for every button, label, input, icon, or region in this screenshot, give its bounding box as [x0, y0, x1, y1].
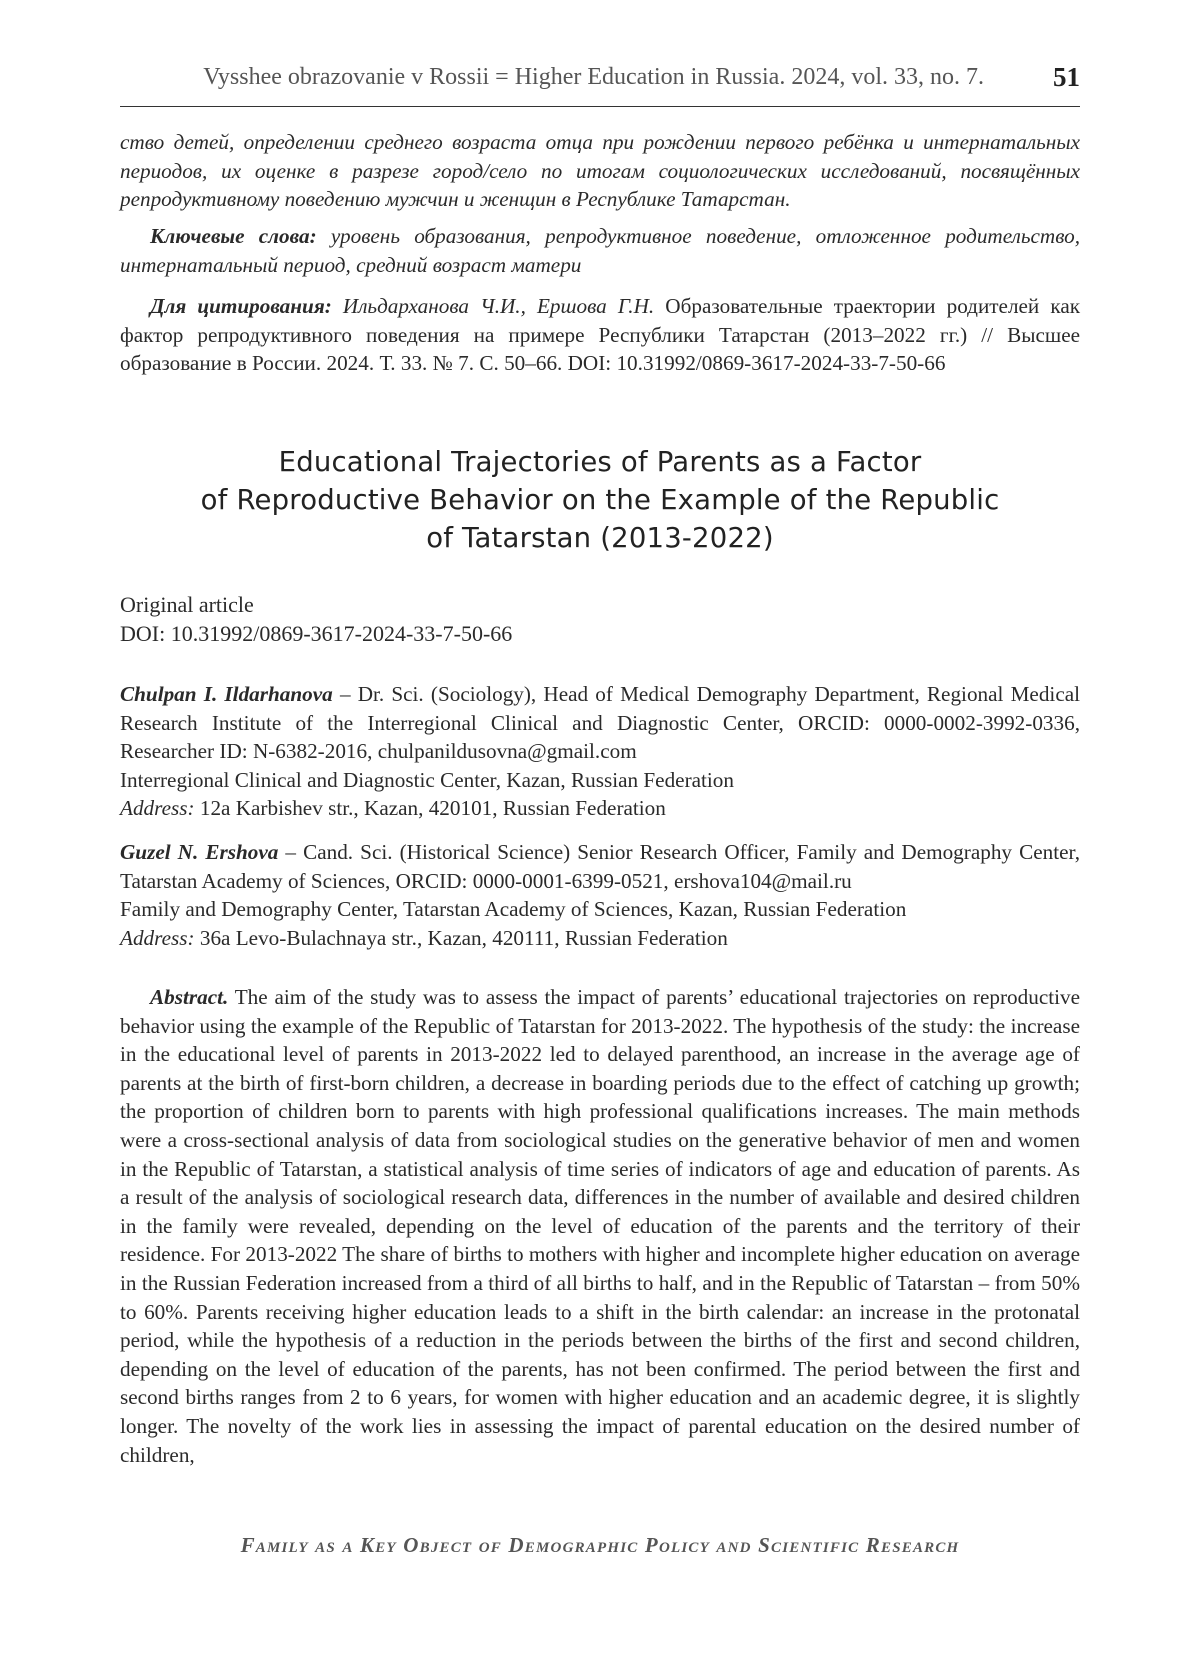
title-line: of Reproductive Behavior on the Example of the Republic — [200, 484, 1000, 516]
article-doi: DOI: 10.31992/0869-3617-2024-33-7-50-66 — [120, 621, 513, 646]
english-abstract — [120, 983, 1080, 1469]
author-address — [120, 924, 1080, 953]
page-number: 51 — [1053, 62, 1080, 92]
citation-text: Образовательные траектории родителей как фактор репродуктивного поведения на примере Республики Татарстан (2013–2022 гг.) // Высшее образование в России. 2024. Т. 33. № 7. С. 50–66. DOI: 10.31992/0869-3617-2024-33-7-50-66 — [120, 294, 1081, 376]
author-details — [120, 680, 1080, 766]
citation-label: Для цитирования: — [150, 294, 332, 318]
author-affiliation: Family and Demography Center, Tatarstan Academy of Sciences, Kazan, Russian Federation — [120, 897, 907, 922]
russian-abstract-continuation: ство детей, определении среднего возраста отца при рождении первого ребёнка и интернатальных периодов, их оценке в разрезе город/село по итогам социологических исследований, посвящённых репродуктивному поведению мужчин и женщин в Республике Татарстан. — [120, 130, 1080, 212]
abstract-text: The aim of the study was to assess the impact of parents’ educational trajectories on reproductive behavior using the example of the Republic of Tatarstan for 2013-2022. The hypothesis of the study: the increase in the educational level of parents in 2013-2022 led to delayed parenthood, an increase in the average age of parents at the birth of first-born children, a decrease in boarding periods due to the effect of catching up growth; the proportion of children born to parents with high professional qualifications increases. The main methods were a cross-sectional analysis of data from sociological studies on the generative behavior of men and women in the Republic of Tatarstan, a statistical analysis of time series of indicators of age and education of parents. As a result of the analysis of sociological research data, differences in the number of available and desired children in the family were revealed, depending on the level of education of the parents and the territory of their residence. For 2013-2022 The share of births to mothers with higher and incomplete higher education on average in the Russian Federation increased from a third of all births to half, and in the Republic of Tatarstan – from 50% to 60%. Parents receiving higher education leads to a shift in the birth calendar: an increase in the protonatal period, while the hypothesis of a reduction in the periods between the births of the first and second children, depending on the level of education of the parents, has not been confirmed. The period between the first and second births ranges from 2 to 6 years, for women with higher education and an academic degree, it is slightly longer. The novelty of the work lies in assessing the impact of parental education on the desired number of children, — [120, 985, 1080, 1467]
journal-citation: Vysshee obrazovanie v Rossii = Higher Education in Russia. 2024, vol. 33, no. 7. — [203, 64, 984, 90]
article-meta — [120, 590, 1080, 648]
address-text: 36a Levo-Bulachnaya str., Kazan, 420111, Russian Federation — [199, 925, 728, 950]
title-line: of Tatarstan (2013-2022) — [426, 522, 774, 554]
citation-authors: Ильдарханова Ч.И., Ершова Г.Н. — [342, 294, 655, 318]
russian-citation — [120, 292, 1080, 378]
article-title — [120, 443, 1080, 557]
address-label: Address: — [120, 796, 195, 821]
author-details — [120, 838, 1080, 895]
author-address — [120, 794, 1080, 823]
address-text: 12a Karbishev str., Kazan, 420101, Russian Federation — [199, 796, 666, 821]
abstract-label: Abstract. — [150, 985, 229, 1009]
author-name: Chulpan I. Ildarhanova — [120, 682, 333, 706]
author-block — [120, 680, 1080, 823]
article-type: Original article — [120, 592, 254, 617]
author-affiliation: Interregional Clinical and Diagnostic Center, Kazan, Russian Federation — [120, 767, 734, 792]
title-line: Educational Trajectories of Parents as a Factor — [278, 446, 922, 478]
running-header — [120, 62, 1080, 107]
author-block — [120, 838, 1080, 952]
running-footer: Family as a Key Object of Demographic Policy and Scientific Research — [240, 1533, 960, 1557]
author-credentials: – Cand. Sci. (Historical Science) Senior Research Officer, Family and Demography Center, Tatarstan Academy of Sciences, ORCID: 0000-0001-6399-0521, ershova104@mail.ru — [120, 840, 1080, 893]
author-credentials: – Dr. Sci. (Sociology), Head of Medical Demography Department, Regional Medical Research Institute of the Interregional Clinical and Diagnostic Center, ORCID: 0000-0002-3992-0336, Researcher ID: N-6382-2016, chulpanildusovna@gmail.com — [120, 682, 1081, 764]
keywords-label: Ключевые слова: — [150, 224, 317, 248]
author-name: Guzel N. Ershova — [120, 840, 279, 864]
keywords-text: уровень образования, репродуктивное поведение, отложенное родительство, интернатальный период, средний возраст матери — [120, 224, 1080, 277]
russian-keywords — [120, 222, 1080, 279]
address-label: Address: — [120, 925, 195, 950]
